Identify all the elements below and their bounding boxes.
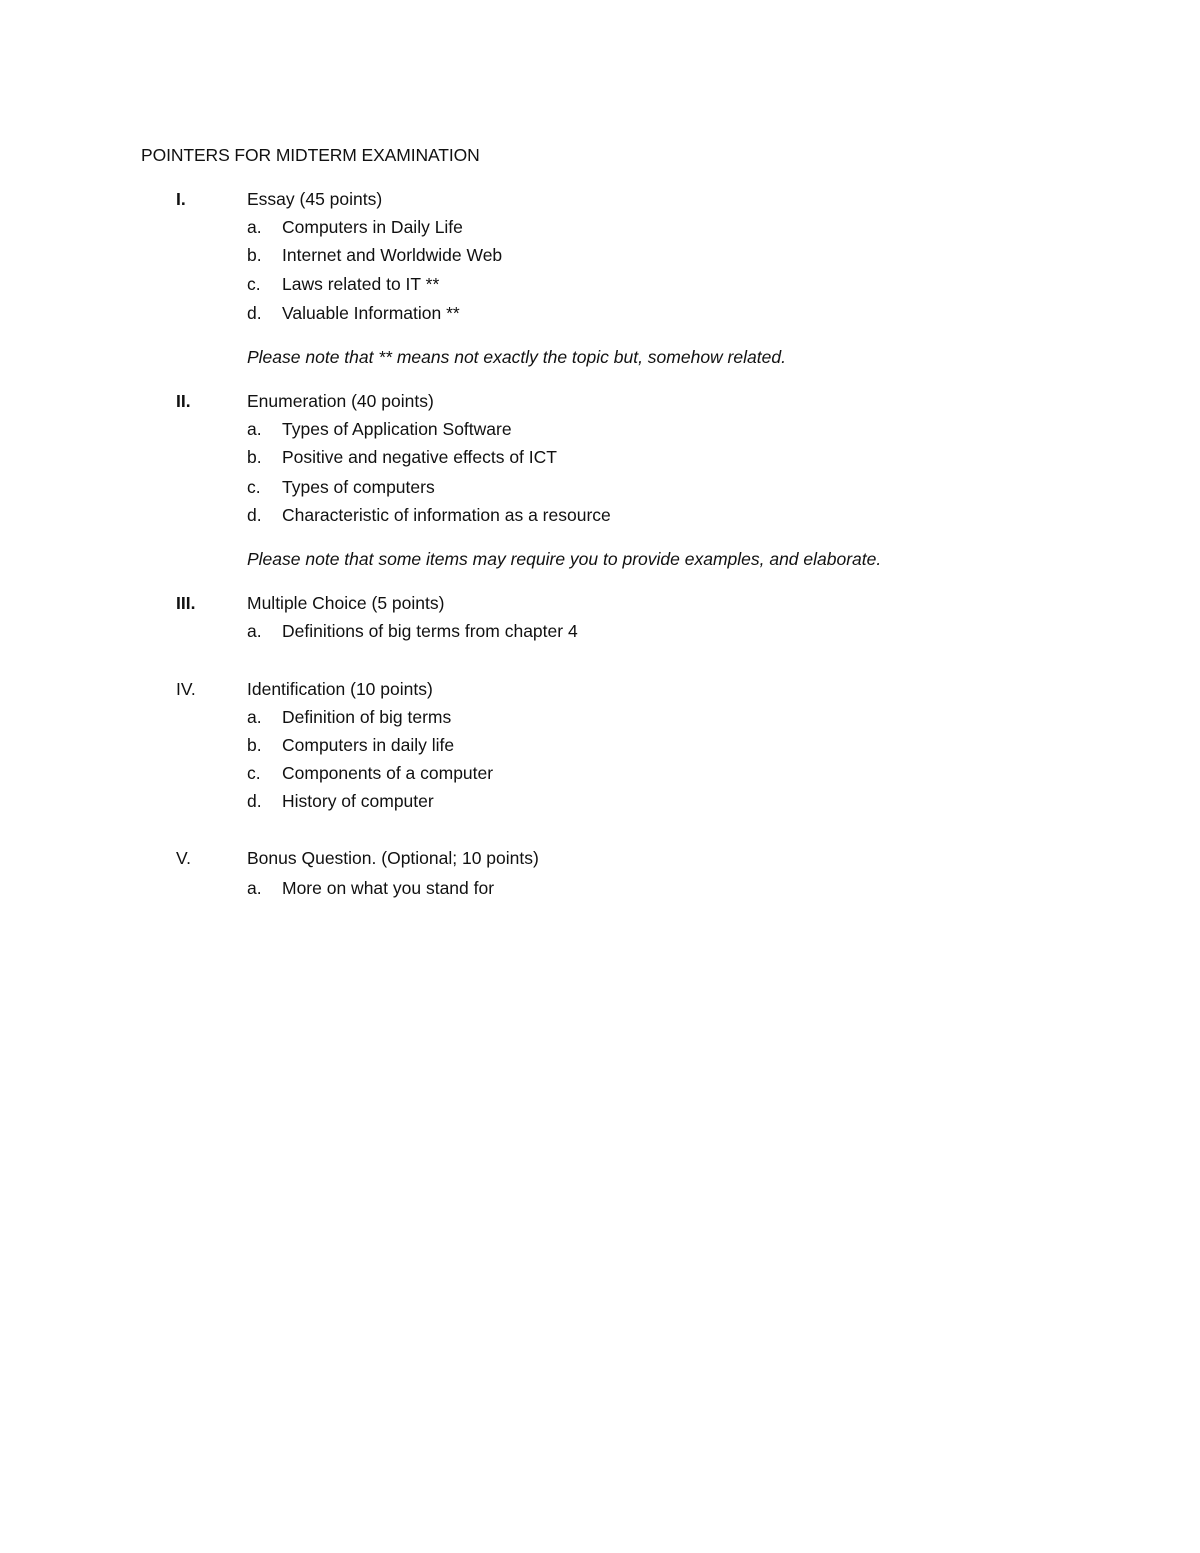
section-note: Please note that some items may require you to provide examples, and elaborate.	[247, 549, 882, 569]
item-letter: d.	[247, 505, 262, 525]
item-text: Positive and negative effects of ICT	[282, 447, 557, 467]
list-item	[0, 791, 1200, 817]
section-note: Please note that ** means not exactly the topic but, somehow related.	[247, 347, 786, 367]
item-text: Components of a computer	[282, 763, 494, 783]
section-heading: Bonus Question. (Optional; 10 points)	[247, 848, 539, 868]
item-letter: a.	[247, 707, 262, 727]
section-numeral: III.	[176, 593, 196, 613]
item-letter: c.	[247, 763, 261, 783]
list-item	[0, 274, 1200, 300]
list-item	[0, 878, 1200, 904]
list-item	[0, 217, 1200, 243]
item-text: Valuable Information **	[282, 303, 460, 323]
section-numeral: V.	[176, 848, 191, 868]
list-item	[0, 477, 1200, 503]
item-text: Definition of big terms	[282, 707, 452, 727]
list-item	[0, 707, 1200, 733]
item-letter: b.	[247, 447, 262, 467]
item-letter: a.	[247, 217, 262, 237]
section-heading: Essay (45 points)	[247, 189, 383, 209]
item-letter: b.	[247, 735, 262, 755]
item-text: Internet and Worldwide Web	[282, 245, 503, 265]
list-item	[0, 419, 1200, 445]
item-letter: d.	[247, 303, 262, 323]
list-item	[0, 763, 1200, 789]
list-item	[0, 447, 1200, 473]
item-text: Types of computers	[282, 477, 435, 497]
item-text: Computers in daily life	[282, 735, 455, 755]
section-heading: Identification (10 points)	[247, 679, 433, 699]
section-heading: Multiple Choice (5 points)	[247, 593, 445, 613]
item-text: Types of Application Software	[282, 419, 512, 439]
item-letter: a.	[247, 878, 262, 898]
item-text: History of computer	[282, 791, 434, 811]
list-item	[0, 245, 1200, 271]
list-item	[0, 621, 1200, 647]
section-numeral: I.	[176, 189, 186, 209]
item-text: Computers in Daily Life	[282, 217, 463, 237]
item-letter: c.	[247, 477, 261, 497]
item-text: Laws related to IT **	[282, 274, 440, 294]
section-heading: Enumeration (40 points)	[247, 391, 434, 411]
item-text: More on what you stand for	[282, 878, 495, 898]
item-letter: b.	[247, 245, 262, 265]
list-item	[0, 505, 1200, 531]
list-item	[0, 303, 1200, 329]
list-item	[0, 735, 1200, 761]
document-title: POINTERS FOR MIDTERM EXAMINATION	[141, 145, 480, 165]
section-numeral: IV.	[176, 679, 196, 699]
item-letter: a.	[247, 621, 262, 641]
item-letter: a.	[247, 419, 262, 439]
item-letter: d.	[247, 791, 262, 811]
item-text: Characteristic of information as a resource	[282, 505, 611, 525]
item-text: Definitions of big terms from chapter 4	[282, 621, 578, 641]
section-numeral: II.	[176, 391, 191, 411]
item-letter: c.	[247, 274, 261, 294]
